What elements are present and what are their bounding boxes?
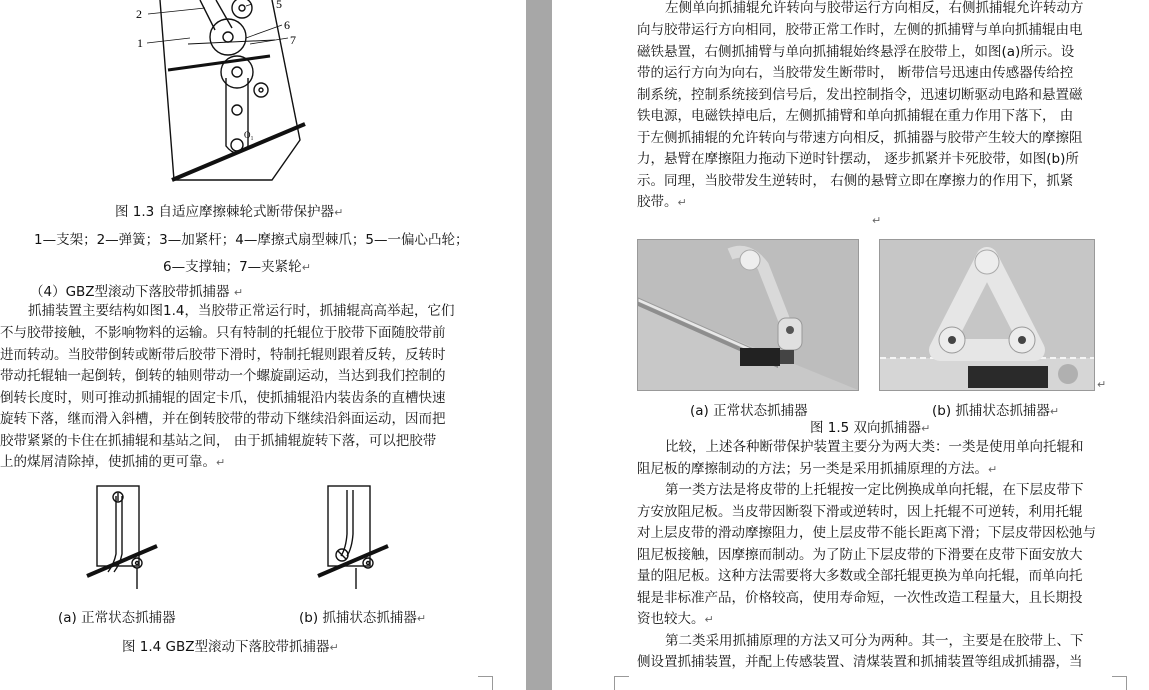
paragraph-line: 胶带紧紧的卡住在抓捕辊和基站之间， 由于抓捕辊旋转下落，可以把胶带 (0, 433, 437, 449)
figure-1-5b-image (879, 239, 1095, 391)
paragraph-line: 旋转下落，继而滑入斜槽，并在倒转胶带的带动下继续沿斜面运动，因而把 (0, 411, 446, 427)
figure-1-4a-drawing (82, 484, 172, 594)
paragraph-line: 磁铁悬置，右侧抓捕臂与单向抓捕辊始终悬浮在胶带上，如图(a)所示。设 (637, 44, 1075, 60)
figure-1-3-legend-line-1 (34, 228, 468, 248)
figure-1-4b-caption: (b) 抓捕状态抓捕器↵ (299, 610, 427, 626)
paragraph-line: 向与胶带运行方向相同，胶带正常工作时，左侧的抓捕臂与单向抓捕辊由电 (637, 22, 1083, 38)
paragraph-line: 辊是非标准产品，价格较高，使用寿命短，一次性改造工程量大，且长期投 (637, 590, 1083, 606)
figure-1-5b-render (880, 240, 1094, 390)
paragraph-line: 铁电源，电磁铁掉电后，左侧抓捕臂和单向抓捕辊在重力作用下落下， 由 (637, 108, 1074, 124)
paragraph-line: 阻尼板的摩擦制动的方法；另一类是采用抓捕原理的方法。↵ (637, 461, 998, 477)
fig13-label-o1: O₁ (244, 130, 254, 140)
paragraph-line: 上的煤屑清除掉，使抓捕的更可靠。↵ (0, 454, 226, 470)
figure-1-5-return-mark: ↵ (1097, 378, 1107, 391)
page-corner-mark (478, 676, 493, 690)
figure-1-4-caption: 图 1.4 GBZ型滚动下落胶带抓捕器↵ (122, 639, 339, 655)
paragraph-line: 方安放阻尼板。当皮带因断裂下滑或逆转时，因上托辊不可逆转，利用托辊 (637, 504, 1083, 520)
figure-1-5a-image (637, 239, 859, 391)
paragraph-mark: ↵ (872, 214, 882, 227)
paragraph-line: 示。同理，当胶带发生逆转时， 右侧的悬臂立即在摩擦力的作用下，抓紧 (637, 173, 1074, 189)
paragraph-line: 侧设置抓捕装置，并配上传感装置、清煤装置和抓捕装置等组成抓捕器，当 (637, 654, 1083, 670)
paragraph-line: 抓捕装置主要结构如图1.4，当胶带正常运行时，抓捕辊高高举起，它们 (28, 303, 455, 319)
paragraph-line-text: 上的煤屑清除掉，使抓捕的更可靠。 (0, 454, 216, 470)
paragraph-line: 第二类采用抓捕原理的方法又可分为两种。其一，主要是在胶带上、下 (665, 633, 1084, 649)
paragraph-line: 带动托辊轴一起倒转，倒转的轴则带动一个螺旋副运动，当达到我们控制的 (0, 368, 446, 384)
figure-1-5-caption: 图 1.5 双向抓捕器↵ (810, 420, 931, 436)
paragraph-line: 阻尼板接触，因摩擦而制动。为了防止下层皮带的下滑要在皮带下面安放大 (637, 547, 1083, 563)
left-page (0, 0, 526, 690)
figure-1-3-legend-line-2: 6—支撑轴；7—夹紧轮↵ (163, 259, 311, 275)
legend-line-1-text: 1—支架；2—弹簧；3—加紧杆；4—摩擦式扇型棘爪；5—一偏心凸轮； (34, 232, 469, 248)
paragraph-line: 资也较大。↵ (637, 611, 714, 627)
fig13-label-7: 7 (290, 33, 296, 47)
figure-1-5a-render (638, 240, 858, 390)
paragraph-line: 制系统，控制系统接到信号后，发出控制指令，迅速切断驱动电路和悬置磁 (637, 87, 1083, 103)
page-corner-mark (614, 676, 629, 690)
section-heading: （4）GBZ型滚动下落胶带抓捕器 ↵ (30, 284, 244, 300)
paragraph-line: 倒转长度时，则可推动抓捕辊的固定卡爪，使抓捕辊沿内装齿条的直槽快速 (0, 390, 446, 406)
fig13-label-5: 5 (276, 0, 282, 11)
fig13-label-2: 2 (136, 7, 142, 21)
figure-1-5b-caption-text: (b) 抓捕状态抓捕器 (932, 403, 1050, 419)
figure-1-5-caption-text: 图 1.5 双向抓捕器 (810, 420, 922, 436)
paragraph-line-text: 胶带。 (637, 194, 678, 210)
paragraph-line: 左侧单向抓捕辊允许转向与胶带运行方向相反，右侧抓捕辊允许转动方 (665, 0, 1084, 16)
fig13-label-6: 6 (284, 18, 290, 32)
page-corner-mark (1112, 676, 1127, 690)
figure-1-4b-caption-text: (b) 抓捕状态抓捕器 (299, 610, 417, 626)
paragraph-line: 对上层皮带的滑动摩擦阻力，使上层皮带不能长距离下滑；下层皮带因松弛与 (637, 525, 1096, 541)
legend-line-2-text: 6—支撑轴；7—夹紧轮 (163, 259, 302, 275)
figure-1-3-drawing (0, 0, 526, 190)
paragraph-line-text: 阻尼板的摩擦制动的方法；另一类是采用抓捕原理的方法。 (637, 461, 988, 477)
figure-1-4b-drawing (313, 484, 403, 594)
paragraph-line: 比较，上述各种断带保护装置主要分为两大类：一类是使用单向托辊和 (665, 439, 1084, 455)
paragraph-line: 量的阻尼板。这种方法需要将大多数或全部托辊更换为单向托辊，而单向托 (637, 568, 1083, 584)
paragraph-line: 进而转动。当胶带倒转或断带后胶带下滑时，特制托辊则跟着反转，反转时 (0, 347, 446, 363)
paragraph-line: 第一类方法是将皮带的上托辊按一定比例换成单向托辊，在下层皮带下 (665, 482, 1084, 498)
figure-1-3-caption: 图 1.3 自适应摩擦棘轮式断带保护器↵ (115, 204, 344, 220)
fig13-label-1: 1 (137, 36, 143, 50)
figure-1-4-caption-text: 图 1.4 GBZ型滚动下落胶带抓捕器 (122, 639, 330, 655)
figure-1-3-caption-text: 图 1.3 自适应摩擦棘轮式断带保护器 (115, 204, 335, 220)
paragraph-line: 力，悬臂在摩擦阻力拖动下逆时针摆动， 逐步抓紧并卡死胶带，如图(b)所 (637, 151, 1079, 167)
figure-1-5a-caption: (a) 正常状态抓捕器 (690, 403, 808, 419)
figure-1-5b-caption: (b) 抓捕状态抓捕器↵ (932, 403, 1060, 419)
section-heading-text: （4）GBZ型滚动下落胶带抓捕器 (30, 284, 230, 300)
figure-1-4a-caption: (a) 正常状态抓捕器 (58, 610, 176, 626)
paragraph-line: 胶带。↵ (637, 194, 687, 210)
paragraph-line: 不与胶带接触，不影响物料的运输。只有特制的托辊位于胶带下面随胶带前 (0, 325, 446, 341)
right-page (552, 0, 1149, 690)
paragraph-line-text: 资也较大。 (637, 611, 705, 627)
paragraph-line: 带的运行方向为向右，当胶带发生断带时， 断带信号迅速由传感器传给控 (637, 65, 1074, 81)
paragraph-line: 于左侧抓捕辊的允许转向与带速方向相反，抓捕器与胶带产生较大的摩擦阻 (637, 130, 1083, 146)
